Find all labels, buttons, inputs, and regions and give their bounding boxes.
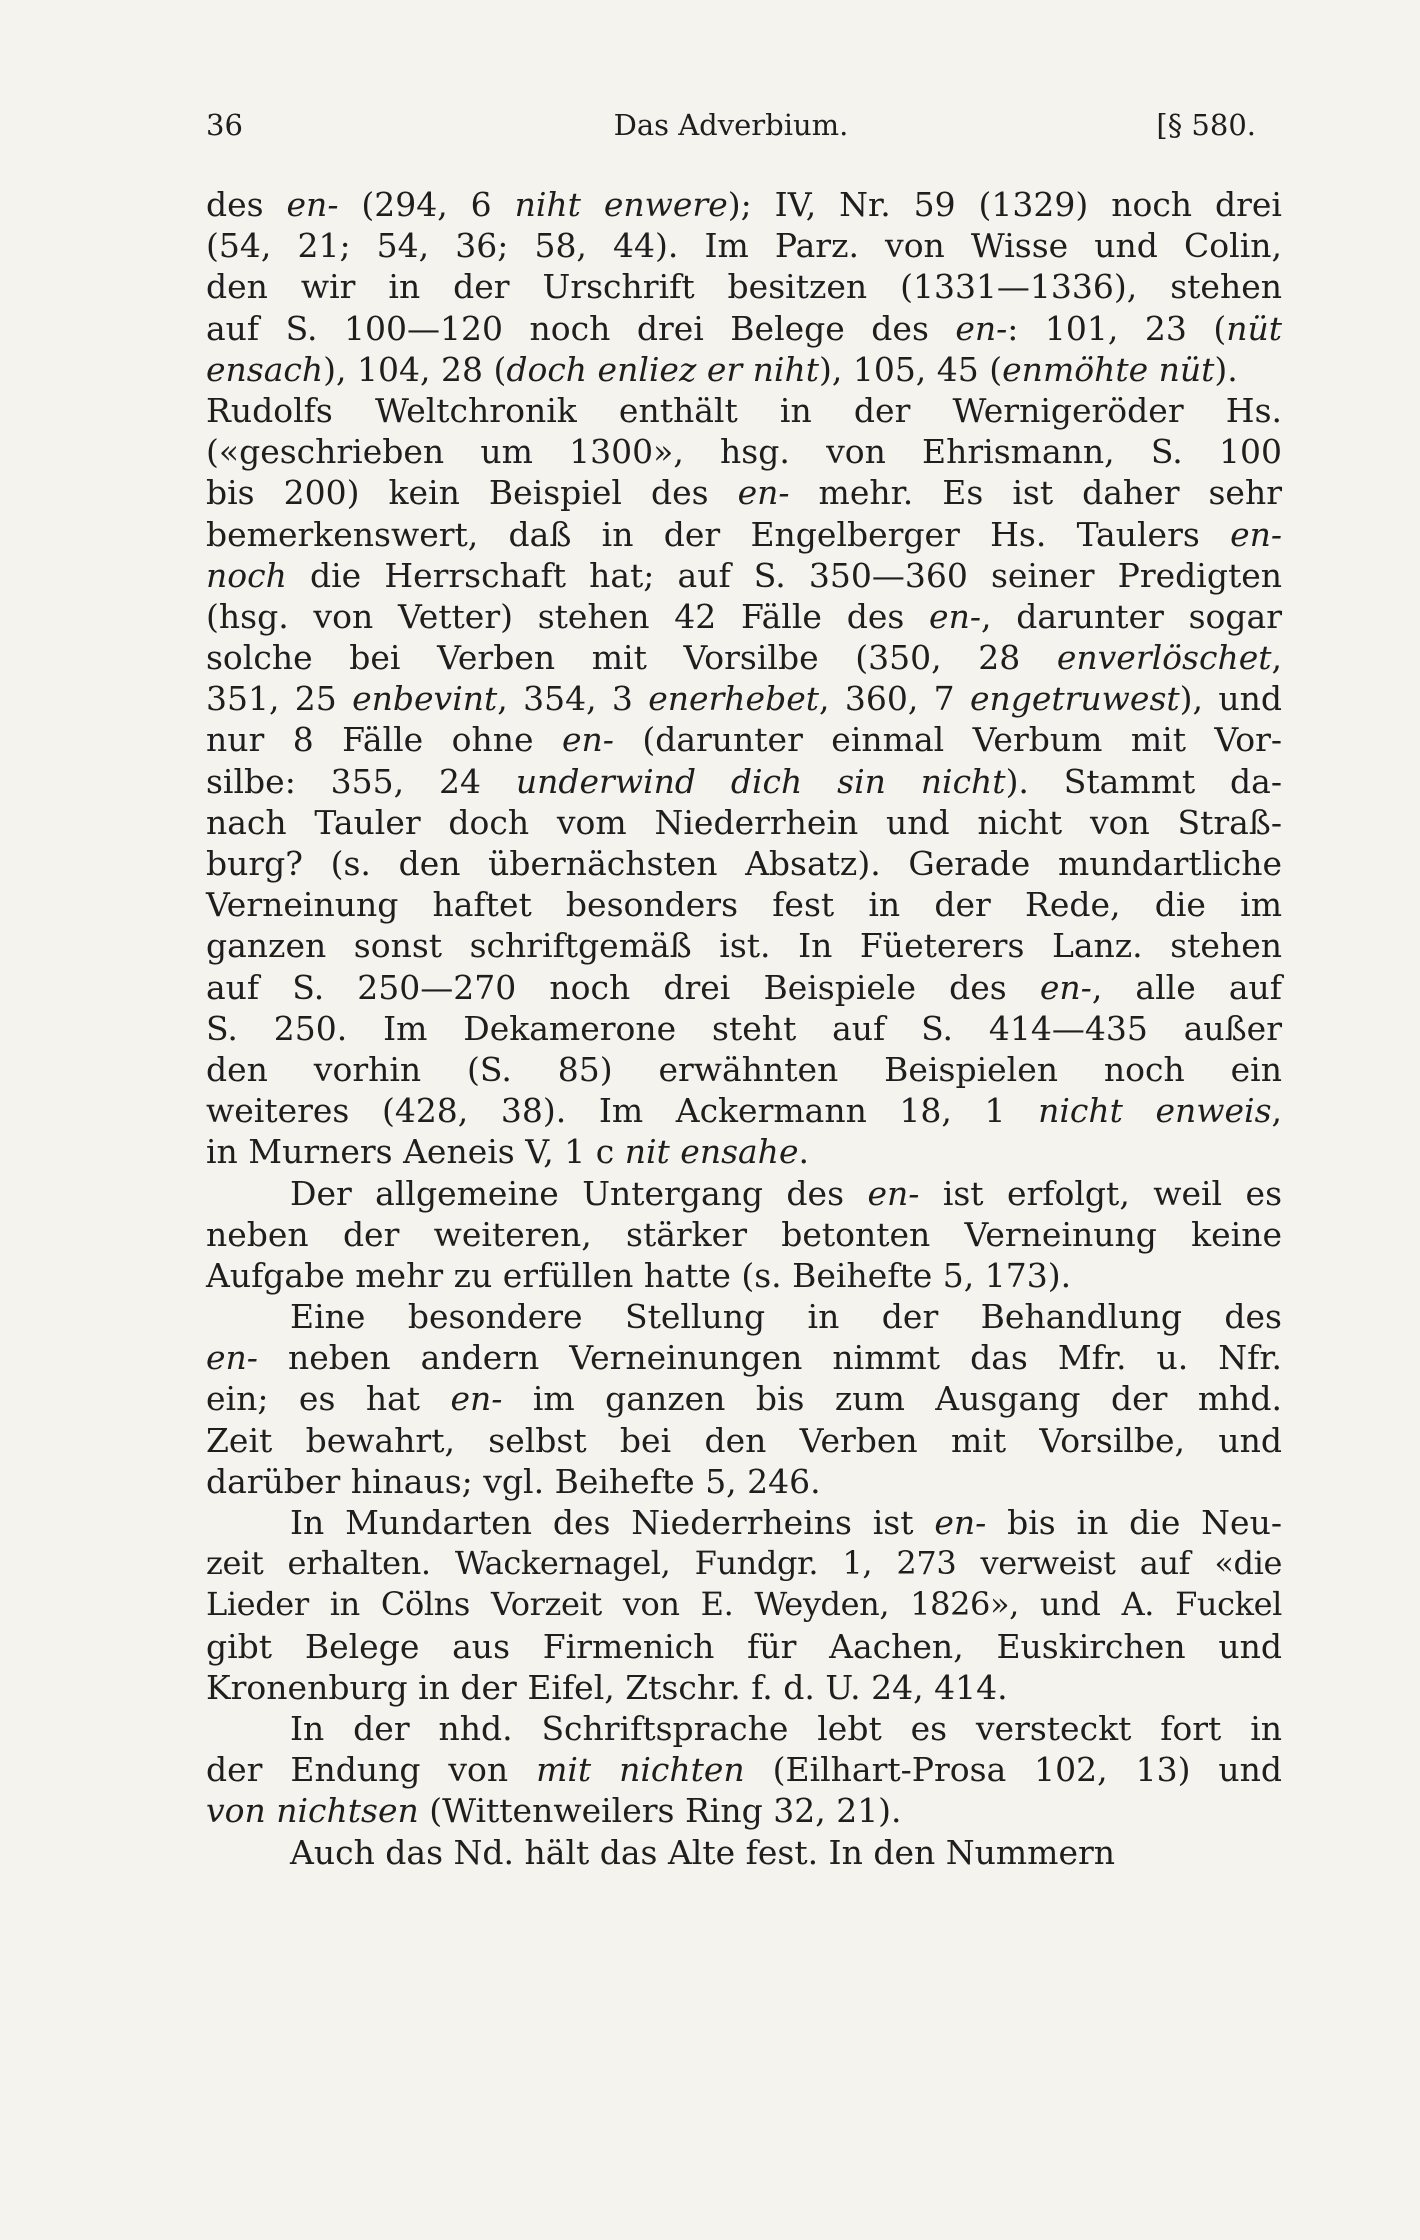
text-run: , alle auf: [1091, 967, 1282, 1007]
italic-term: mit nichten: [536, 1750, 745, 1790]
italic-term: en-: [737, 473, 790, 513]
text-run: , 360, 7: [819, 679, 970, 719]
text-run: burg? (s. den übernächsten Absatz). Gerade mundartliche: [206, 844, 1282, 883]
text-run: neben der weiteren, stärker betonten Verneinung keine: [206, 1214, 1282, 1254]
text-run: den wir in der Urschrift besitzen (1331—1336), stehen: [206, 267, 1282, 307]
text-run: .: [798, 1132, 809, 1172]
text-run: Zeit bewahrt, selbst bei den Verben mit Vorsilbe, und: [206, 1420, 1282, 1460]
text-run: Auch das Nd. hält das Alte fest. In den Nummern: [290, 1832, 1115, 1872]
text-line: [206, 925, 1282, 966]
text-line: [206, 1255, 1282, 1296]
italic-term: en-: [1039, 967, 1092, 1007]
text-run: (darunter einmal Verbum mit Vor-: [613, 720, 1282, 760]
italic-term: enverlöschet: [1056, 638, 1272, 678]
text-line: [206, 1543, 1282, 1584]
italic-term: enerhebet: [648, 679, 820, 719]
section-reference: [§ 580.: [1156, 108, 1256, 142]
text-run: , 354, 3: [497, 679, 649, 719]
text-line: [206, 1378, 1282, 1419]
text-run: neben andern Verneinungen nimmt das Mfr. u. Nfr.: [257, 1338, 1282, 1378]
text-run: nur 8 Fälle ohne: [206, 720, 562, 760]
text-line: [206, 1667, 1282, 1708]
text-run: Kronenburg in der Eifel, Ztschr. f. d. U. 24, 414.: [206, 1667, 1008, 1707]
italic-term: en-: [955, 308, 1008, 348]
text-run: In der nhd. Schriftsprache lebt es versteckt fort in: [290, 1708, 1282, 1748]
italic-term: en-: [1230, 514, 1282, 554]
italic-term: underwind dich sin nicht: [515, 761, 1006, 801]
text-run: S. 250. Im Dekamerone steht auf S. 414—435 außer: [206, 1008, 1282, 1048]
italic-term: en-: [929, 596, 981, 636]
text-line: [206, 1173, 1282, 1214]
italic-term: en-: [206, 1338, 258, 1378]
text-line: [206, 1708, 1282, 1749]
text-run: 351, 25: [206, 679, 353, 719]
text-line: [206, 761, 1282, 802]
italic-term: en-: [934, 1503, 987, 1542]
text-line: [206, 843, 1282, 884]
text-line: [206, 1131, 1282, 1172]
text-run: Der allgemeine Untergang des: [290, 1173, 868, 1213]
text-run: ), 104, 28 (: [323, 349, 507, 389]
page-number: 36: [206, 108, 243, 142]
text-run: Verneinung haftet besonders fest in der Rede, die im: [206, 885, 1282, 925]
text-run: ); IV, Nr. 59 (1329) noch drei: [727, 185, 1282, 224]
italic-term: ensach: [206, 349, 324, 389]
text-run: zeit erhalten. Wackernagel, Fundgr. 1, 273 verweist auf «die: [206, 1544, 1282, 1583]
text-line: [206, 349, 1282, 390]
text-run: (54, 21; 54, 36; 58, 44). Im Parz. von Wisse und Colin,: [206, 226, 1282, 266]
italic-term: engetruwest: [969, 679, 1180, 719]
text-run: in Murners Aeneis V, 1 c: [206, 1132, 625, 1172]
text-line: [206, 1296, 1282, 1337]
italic-term: nicht enweis: [1038, 1091, 1272, 1131]
text-line: [206, 308, 1282, 349]
text-run: ,: [1271, 638, 1282, 678]
text-run: , darunter sogar: [980, 596, 1282, 636]
text-line: [206, 884, 1282, 925]
text-line: [206, 678, 1282, 719]
text-run: mehr. Es ist daher sehr: [789, 473, 1282, 513]
text-run: bemerkenswert, daß in der Engelberger Hs. Taulers: [206, 514, 1231, 554]
text-run: bis 200) kein Beispiel des: [206, 473, 738, 513]
text-run: ist erfolgt, weil es: [919, 1173, 1282, 1213]
text-run: ), 105, 45 (: [818, 349, 1003, 389]
italic-term: niht enwere: [514, 185, 728, 224]
text-line: [206, 390, 1282, 431]
text-run: solche bei Verben mit Vorsilbe (350, 28: [206, 638, 1057, 678]
text-run: (294, 6: [338, 185, 515, 224]
text-line: [206, 514, 1282, 555]
text-line: [206, 596, 1282, 637]
text-run: der Endung von: [206, 1750, 537, 1790]
italic-term: en-: [450, 1379, 503, 1419]
text-line: [206, 719, 1282, 760]
page-header: [206, 103, 1256, 147]
text-run: Aufgabe mehr zu erfüllen hatte (s. Beihefte 5, 173).: [206, 1255, 1072, 1295]
italic-term: enbevint: [352, 679, 498, 719]
text-run: bis in die Neu-: [986, 1503, 1282, 1542]
body-text: [206, 184, 1282, 1873]
text-line: [206, 967, 1282, 1008]
text-line: [206, 1420, 1282, 1461]
text-run: ), und: [1179, 679, 1282, 719]
italic-term: doch enliez er niht: [506, 349, 819, 389]
text-run: ).: [1214, 349, 1238, 389]
text-run: des: [206, 185, 287, 224]
text-run: nach Tauler doch vom Niederrhein und nicht von Straß-: [206, 802, 1282, 842]
text-line: [206, 555, 1282, 596]
text-run: darüber hinaus; vgl. Beihefte 5, 246.: [206, 1461, 821, 1501]
text-line: [206, 1049, 1282, 1090]
text-run: im ganzen bis zum Ausgang der mhd.: [502, 1379, 1283, 1419]
text-run: die Herrschaft hat; auf S. 350—360 seiner Predigten: [286, 555, 1282, 595]
italic-term: von nichtsen: [206, 1791, 419, 1831]
text-run: ,: [1271, 1091, 1282, 1131]
text-line: [206, 802, 1282, 843]
text-run: (Eilhart-Prosa 102, 13) und: [744, 1750, 1282, 1790]
text-line: [206, 1749, 1282, 1790]
text-run: Eine besondere Stellung in der Behandlung des: [290, 1297, 1282, 1337]
text-run: Lieder in Cölns Vorzeit von E. Weyden, 1826», und A. Fuckel: [206, 1585, 1282, 1624]
text-line: [206, 472, 1282, 513]
text-line: [206, 1008, 1282, 1049]
text-run: ein; es hat: [206, 1379, 451, 1419]
italic-term: en-: [561, 720, 614, 760]
text-run: (hsg. von Vetter) stehen 42 Fälle des: [206, 596, 930, 636]
text-line: [206, 1461, 1282, 1502]
text-run: (Wittenweilers Ring 32, 21).: [418, 1791, 902, 1831]
text-line: [206, 1214, 1282, 1255]
text-run: ganzen sonst schriftgemäß ist. In Füeterers Lanz. stehen: [206, 926, 1282, 966]
running-title: Das Adverbium.: [613, 108, 849, 142]
text-line: [206, 266, 1282, 307]
text-run: In Mundarten des Niederrheins ist: [290, 1503, 935, 1542]
text-run: den vorhin (S. 85) erwähnten Beispielen noch ein: [206, 1049, 1282, 1089]
italic-term: enmöhte nüt: [1002, 349, 1215, 389]
italic-term: en-: [867, 1173, 920, 1213]
text-line: [206, 1626, 1282, 1667]
italic-term: nüt: [1226, 308, 1282, 348]
text-run: gibt Belege aus Firmenich für Aachen, Euskirchen und: [206, 1626, 1282, 1666]
text-line: [206, 1337, 1282, 1378]
text-line: [206, 1790, 1282, 1831]
text-run: ). Stammt da-: [1005, 761, 1282, 801]
text-line: [206, 1090, 1282, 1131]
text-run: silbe: 355, 24: [206, 761, 516, 801]
text-line: [206, 637, 1282, 678]
text-line: [206, 1832, 1282, 1873]
text-run: Rudolfs Weltchronik enthält in der Wernigeröder Hs.: [206, 390, 1282, 430]
text-run: : 101, 23 (: [1007, 308, 1227, 348]
text-run: auf S. 250—270 noch drei Beispiele des: [206, 967, 1040, 1007]
italic-term: noch: [206, 555, 287, 595]
text-line: [206, 1502, 1282, 1543]
italic-term: en-: [286, 185, 339, 224]
text-line: [206, 431, 1282, 472]
text-run: («geschrieben um 1300», hsg. von Ehrismann, S. 100: [206, 432, 1282, 472]
text-line: [206, 184, 1282, 225]
text-line: [206, 1584, 1282, 1625]
text-line: [206, 225, 1282, 266]
text-run: auf S. 100—120 noch drei Belege des: [206, 308, 956, 348]
text-run: weiteres (428, 38). Im Ackermann 18, 1: [206, 1091, 1039, 1131]
italic-term: nit ensahe: [624, 1132, 799, 1172]
